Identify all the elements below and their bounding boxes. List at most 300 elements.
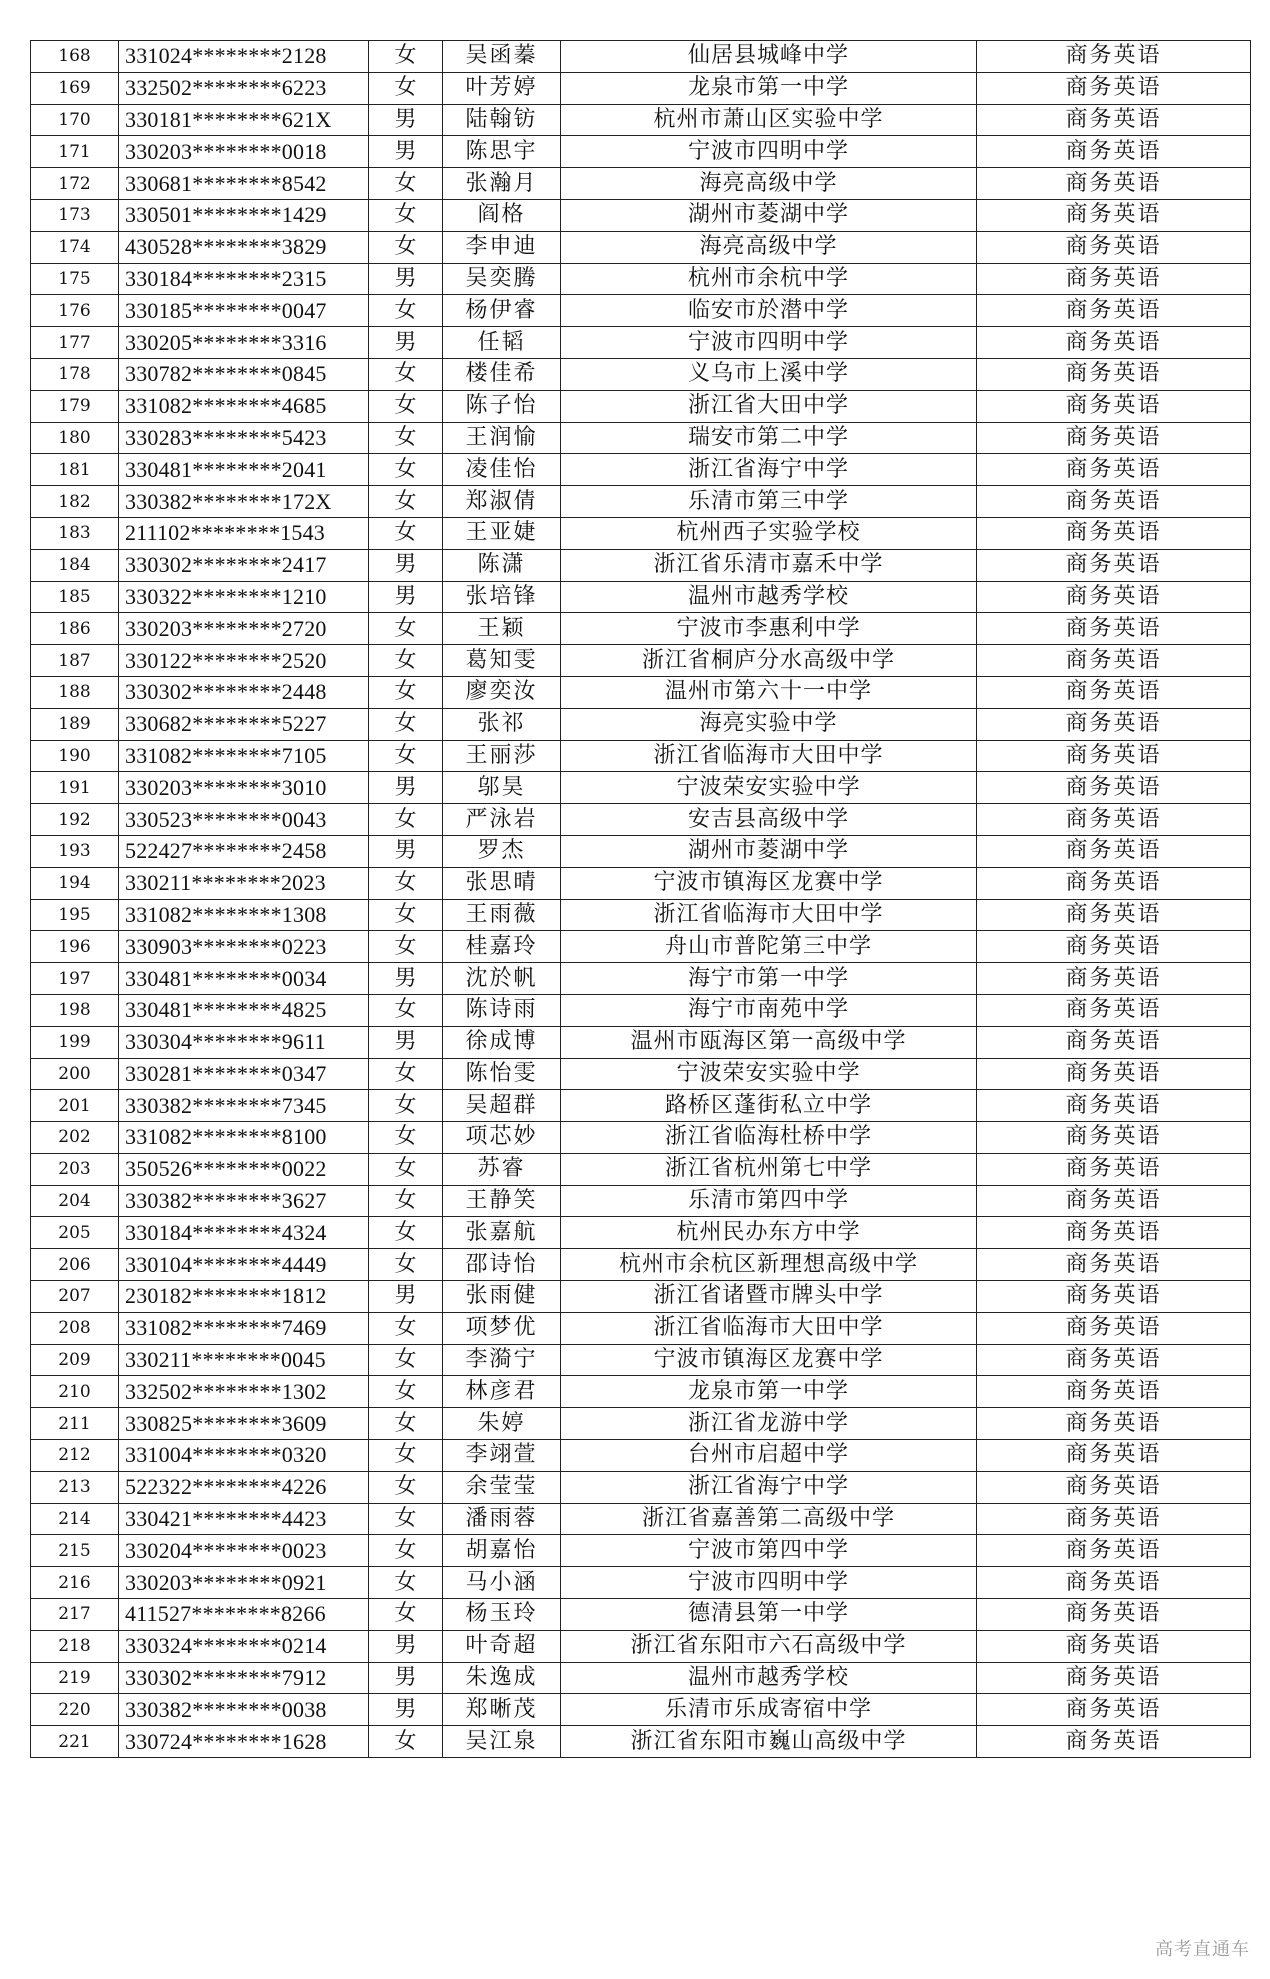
gender-cell: 女 — [369, 931, 443, 963]
id-number-cell: 330302********7912 — [119, 1662, 369, 1694]
school-name-cell: 宁波市四明中学 — [561, 1567, 977, 1599]
school-name-cell: 宁波市四明中学 — [561, 136, 977, 168]
row-number-cell: 212 — [31, 1440, 119, 1472]
student-name-cell: 朱婷 — [443, 1408, 561, 1440]
id-number-cell: 411527********8266 — [119, 1599, 369, 1631]
student-name-cell: 苏睿 — [443, 1153, 561, 1185]
school-name-cell: 宁波市镇海区龙赛中学 — [561, 1344, 977, 1376]
gender-cell: 女 — [369, 1122, 443, 1154]
row-number-cell: 203 — [31, 1153, 119, 1185]
row-number-cell: 181 — [31, 454, 119, 486]
student-name-cell: 余莹莹 — [443, 1471, 561, 1503]
table-row — [31, 804, 1251, 836]
gender-cell: 男 — [369, 835, 443, 867]
student-name-cell: 沈於帆 — [443, 963, 561, 995]
table-row — [31, 676, 1251, 708]
student-name-cell: 罗杰 — [443, 835, 561, 867]
id-number-cell: 330481********0034 — [119, 963, 369, 995]
gender-cell: 女 — [369, 1535, 443, 1567]
gender-cell: 女 — [369, 517, 443, 549]
id-number-cell: 330122********2520 — [119, 645, 369, 677]
gender-cell: 男 — [369, 1026, 443, 1058]
student-name-cell: 陈怡雯 — [443, 1058, 561, 1090]
major-name-cell: 商务英语 — [977, 327, 1251, 359]
major-name-cell: 商务英语 — [977, 390, 1251, 422]
id-number-cell: 331082********7469 — [119, 1312, 369, 1344]
id-number-cell: 330421********4423 — [119, 1503, 369, 1535]
student-name-cell: 张瀚月 — [443, 168, 561, 200]
id-number-cell: 330211********0045 — [119, 1344, 369, 1376]
student-name-cell: 张雨健 — [443, 1281, 561, 1313]
row-number-cell: 216 — [31, 1567, 119, 1599]
gender-cell: 女 — [369, 199, 443, 231]
table-row — [31, 263, 1251, 295]
row-number-cell: 183 — [31, 517, 119, 549]
id-number-cell: 330203********3010 — [119, 772, 369, 804]
table-row — [31, 835, 1251, 867]
student-name-cell: 吴超群 — [443, 1090, 561, 1122]
gender-cell: 女 — [369, 422, 443, 454]
gender-cell: 女 — [369, 676, 443, 708]
table-row — [31, 454, 1251, 486]
school-name-cell: 温州市越秀学校 — [561, 581, 977, 613]
student-name-cell: 张思晴 — [443, 867, 561, 899]
id-number-cell: 330481********2041 — [119, 454, 369, 486]
row-number-cell: 218 — [31, 1630, 119, 1662]
gender-cell: 男 — [369, 327, 443, 359]
student-name-cell: 王雨薇 — [443, 899, 561, 931]
student-name-cell: 朱逸成 — [443, 1662, 561, 1694]
gender-cell: 女 — [369, 1599, 443, 1631]
row-number-cell: 201 — [31, 1090, 119, 1122]
gender-cell: 女 — [369, 1217, 443, 1249]
row-number-cell: 177 — [31, 327, 119, 359]
gender-cell: 男 — [369, 1694, 443, 1726]
major-name-cell: 商务英语 — [977, 358, 1251, 390]
id-number-cell: 330324********0214 — [119, 1630, 369, 1662]
school-name-cell: 温州市第六十一中学 — [561, 676, 977, 708]
table-row — [31, 1599, 1251, 1631]
school-name-cell: 瑞安市第二中学 — [561, 422, 977, 454]
school-name-cell: 杭州市余杭中学 — [561, 263, 977, 295]
row-number-cell: 204 — [31, 1185, 119, 1217]
row-number-cell: 198 — [31, 994, 119, 1026]
major-name-cell: 商务英语 — [977, 1312, 1251, 1344]
gender-cell: 男 — [369, 581, 443, 613]
table-row — [31, 867, 1251, 899]
major-name-cell: 商务英语 — [977, 1503, 1251, 1535]
id-number-cell: 330682********5227 — [119, 708, 369, 740]
row-number-cell: 217 — [31, 1599, 119, 1631]
school-name-cell: 杭州市萧山区实验中学 — [561, 104, 977, 136]
admission-list-table — [30, 40, 1251, 1758]
gender-cell: 男 — [369, 1281, 443, 1313]
table-row — [31, 1567, 1251, 1599]
id-number-cell: 330104********4449 — [119, 1249, 369, 1281]
school-name-cell: 浙江省嘉善第二高级中学 — [561, 1503, 977, 1535]
table-row — [31, 1344, 1251, 1376]
row-number-cell: 172 — [31, 168, 119, 200]
school-name-cell: 临安市於潜中学 — [561, 295, 977, 327]
student-name-cell: 邬昊 — [443, 772, 561, 804]
id-number-cell: 522427********2458 — [119, 835, 369, 867]
row-number-cell: 186 — [31, 613, 119, 645]
id-number-cell: 330205********3316 — [119, 327, 369, 359]
id-number-cell: 330302********2417 — [119, 549, 369, 581]
id-number-cell: 330302********2448 — [119, 676, 369, 708]
major-name-cell: 商务英语 — [977, 422, 1251, 454]
school-name-cell: 浙江省桐庐分水高级中学 — [561, 645, 977, 677]
gender-cell: 女 — [369, 168, 443, 200]
student-name-cell: 陈子怡 — [443, 390, 561, 422]
student-name-cell: 吴江泉 — [443, 1726, 561, 1758]
major-name-cell: 商务英语 — [977, 1440, 1251, 1472]
gender-cell: 男 — [369, 1662, 443, 1694]
major-name-cell: 商务英语 — [977, 454, 1251, 486]
school-name-cell: 温州市瓯海区第一高级中学 — [561, 1026, 977, 1058]
id-number-cell: 332502********6223 — [119, 72, 369, 104]
row-number-cell: 187 — [31, 645, 119, 677]
major-name-cell: 商务英语 — [977, 549, 1251, 581]
id-number-cell: 331082********7105 — [119, 740, 369, 772]
school-name-cell: 海宁市第一中学 — [561, 963, 977, 995]
table-row — [31, 517, 1251, 549]
school-name-cell: 浙江省临海市大田中学 — [561, 740, 977, 772]
row-number-cell: 214 — [31, 1503, 119, 1535]
table-row — [31, 1281, 1251, 1313]
school-name-cell: 浙江省诸暨市牌头中学 — [561, 1281, 977, 1313]
school-name-cell: 海亮实验中学 — [561, 708, 977, 740]
table-row — [31, 327, 1251, 359]
major-name-cell: 商务英语 — [977, 645, 1251, 677]
row-number-cell: 178 — [31, 358, 119, 390]
major-name-cell: 商务英语 — [977, 772, 1251, 804]
school-name-cell: 乐清市乐成寄宿中学 — [561, 1694, 977, 1726]
gender-cell: 女 — [369, 1185, 443, 1217]
major-name-cell: 商务英语 — [977, 708, 1251, 740]
table-row — [31, 1026, 1251, 1058]
school-name-cell: 温州市越秀学校 — [561, 1662, 977, 1694]
id-number-cell: 331082********8100 — [119, 1122, 369, 1154]
school-name-cell: 宁波市四明中学 — [561, 327, 977, 359]
student-name-cell: 阎格 — [443, 199, 561, 231]
school-name-cell: 浙江省大田中学 — [561, 390, 977, 422]
school-name-cell: 湖州市菱湖中学 — [561, 199, 977, 231]
student-name-cell: 凌佳怡 — [443, 454, 561, 486]
major-name-cell: 商务英语 — [977, 581, 1251, 613]
row-number-cell: 175 — [31, 263, 119, 295]
major-name-cell: 商务英语 — [977, 263, 1251, 295]
table-row — [31, 72, 1251, 104]
major-name-cell: 商务英语 — [977, 295, 1251, 327]
table-row — [31, 1630, 1251, 1662]
student-name-cell: 王润愉 — [443, 422, 561, 454]
row-number-cell: 210 — [31, 1376, 119, 1408]
id-number-cell: 330481********4825 — [119, 994, 369, 1026]
school-name-cell: 浙江省乐清市嘉禾中学 — [561, 549, 977, 581]
gender-cell: 女 — [369, 1471, 443, 1503]
id-number-cell: 330825********3609 — [119, 1408, 369, 1440]
major-name-cell: 商务英语 — [977, 1471, 1251, 1503]
student-name-cell: 张嘉航 — [443, 1217, 561, 1249]
major-name-cell: 商务英语 — [977, 1567, 1251, 1599]
gender-cell: 女 — [369, 1344, 443, 1376]
gender-cell: 女 — [369, 1090, 443, 1122]
student-name-cell: 吴函蓁 — [443, 41, 561, 73]
school-name-cell: 宁波市第四中学 — [561, 1535, 977, 1567]
row-number-cell: 176 — [31, 295, 119, 327]
id-number-cell: 330903********0223 — [119, 931, 369, 963]
row-number-cell: 192 — [31, 804, 119, 836]
id-number-cell: 330501********1429 — [119, 199, 369, 231]
gender-cell: 女 — [369, 1376, 443, 1408]
school-name-cell: 德清县第一中学 — [561, 1599, 977, 1631]
row-number-cell: 200 — [31, 1058, 119, 1090]
id-number-cell: 330184********2315 — [119, 263, 369, 295]
id-number-cell: 330523********0043 — [119, 804, 369, 836]
major-name-cell: 商务英语 — [977, 1153, 1251, 1185]
id-number-cell: 230182********1812 — [119, 1281, 369, 1313]
school-name-cell: 台州市启超中学 — [561, 1440, 977, 1472]
major-name-cell: 商务英语 — [977, 1376, 1251, 1408]
row-number-cell: 179 — [31, 390, 119, 422]
id-number-cell: 331082********4685 — [119, 390, 369, 422]
student-name-cell: 叶奇超 — [443, 1630, 561, 1662]
id-number-cell: 330203********0018 — [119, 136, 369, 168]
school-name-cell: 湖州市菱湖中学 — [561, 835, 977, 867]
row-number-cell: 197 — [31, 963, 119, 995]
table-row — [31, 1471, 1251, 1503]
table-row — [31, 422, 1251, 454]
major-name-cell: 商务英语 — [977, 1694, 1251, 1726]
student-name-cell: 项芯妙 — [443, 1122, 561, 1154]
major-name-cell: 商务英语 — [977, 994, 1251, 1026]
table-row — [31, 1376, 1251, 1408]
student-name-cell: 李申迪 — [443, 231, 561, 263]
table-row — [31, 708, 1251, 740]
student-name-cell: 桂嘉玲 — [443, 931, 561, 963]
row-number-cell: 219 — [31, 1662, 119, 1694]
row-number-cell: 189 — [31, 708, 119, 740]
school-name-cell: 浙江省东阳市六石高级中学 — [561, 1630, 977, 1662]
student-name-cell: 李翊萱 — [443, 1440, 561, 1472]
id-number-cell: 330203********0921 — [119, 1567, 369, 1599]
major-name-cell: 商务英语 — [977, 1217, 1251, 1249]
id-number-cell: 350526********0022 — [119, 1153, 369, 1185]
major-name-cell: 商务英语 — [977, 231, 1251, 263]
student-name-cell: 王静笑 — [443, 1185, 561, 1217]
school-name-cell: 舟山市普陀第三中学 — [561, 931, 977, 963]
table-row — [31, 549, 1251, 581]
id-number-cell: 330283********5423 — [119, 422, 369, 454]
major-name-cell: 商务英语 — [977, 199, 1251, 231]
table-row — [31, 645, 1251, 677]
student-name-cell: 陈思宇 — [443, 136, 561, 168]
id-number-cell: 330281********0347 — [119, 1058, 369, 1090]
gender-cell: 女 — [369, 613, 443, 645]
major-name-cell: 商务英语 — [977, 1408, 1251, 1440]
gender-cell: 女 — [369, 1440, 443, 1472]
student-name-cell: 杨伊睿 — [443, 295, 561, 327]
row-number-cell: 182 — [31, 486, 119, 518]
gender-cell: 女 — [369, 1726, 443, 1758]
gender-cell: 男 — [369, 1630, 443, 1662]
gender-cell: 男 — [369, 963, 443, 995]
gender-cell: 女 — [369, 708, 443, 740]
id-number-cell: 330322********1210 — [119, 581, 369, 613]
major-name-cell: 商务英语 — [977, 1599, 1251, 1631]
id-number-cell: 330181********621X — [119, 104, 369, 136]
school-name-cell: 宁波荣安实验中学 — [561, 1058, 977, 1090]
id-number-cell: 330382********172X — [119, 486, 369, 518]
gender-cell: 女 — [369, 1408, 443, 1440]
table-row — [31, 231, 1251, 263]
student-name-cell: 杨玉玲 — [443, 1599, 561, 1631]
student-name-cell: 王丽莎 — [443, 740, 561, 772]
school-name-cell: 乐清市第三中学 — [561, 486, 977, 518]
table-row — [31, 486, 1251, 518]
table-row — [31, 1249, 1251, 1281]
gender-cell: 女 — [369, 295, 443, 327]
gender-cell: 女 — [369, 1503, 443, 1535]
school-name-cell: 乐清市第四中学 — [561, 1185, 977, 1217]
id-number-cell: 211102********1543 — [119, 517, 369, 549]
gender-cell: 女 — [369, 41, 443, 73]
student-name-cell: 王颖 — [443, 613, 561, 645]
row-number-cell: 168 — [31, 41, 119, 73]
school-name-cell: 安吉县高级中学 — [561, 804, 977, 836]
id-number-cell: 331082********1308 — [119, 899, 369, 931]
gender-cell: 女 — [369, 1249, 443, 1281]
gender-cell: 男 — [369, 104, 443, 136]
school-name-cell: 龙泉市第一中学 — [561, 72, 977, 104]
school-name-cell: 宁波荣安实验中学 — [561, 772, 977, 804]
table-row — [31, 1662, 1251, 1694]
table-row — [31, 1503, 1251, 1535]
row-number-cell: 174 — [31, 231, 119, 263]
major-name-cell: 商务英语 — [977, 613, 1251, 645]
gender-cell: 女 — [369, 1153, 443, 1185]
student-name-cell: 胡嘉怡 — [443, 1535, 561, 1567]
school-name-cell: 浙江省海宁中学 — [561, 1471, 977, 1503]
id-number-cell: 330724********1628 — [119, 1726, 369, 1758]
gender-cell: 女 — [369, 72, 443, 104]
id-number-cell: 330382********0038 — [119, 1694, 369, 1726]
major-name-cell: 商务英语 — [977, 41, 1251, 73]
id-number-cell: 331024********2128 — [119, 41, 369, 73]
school-name-cell: 海亮高级中学 — [561, 231, 977, 263]
student-name-cell: 楼佳希 — [443, 358, 561, 390]
major-name-cell: 商务英语 — [977, 1281, 1251, 1313]
row-number-cell: 209 — [31, 1344, 119, 1376]
gender-cell: 女 — [369, 899, 443, 931]
student-name-cell: 叶芳婷 — [443, 72, 561, 104]
student-name-cell: 张祁 — [443, 708, 561, 740]
major-name-cell: 商务英语 — [977, 1090, 1251, 1122]
school-name-cell: 浙江省杭州第七中学 — [561, 1153, 977, 1185]
major-name-cell: 商务英语 — [977, 168, 1251, 200]
table-row — [31, 1122, 1251, 1154]
row-number-cell: 191 — [31, 772, 119, 804]
row-number-cell: 215 — [31, 1535, 119, 1567]
student-name-cell: 邵诗怡 — [443, 1249, 561, 1281]
school-name-cell: 浙江省海宁中学 — [561, 454, 977, 486]
row-number-cell: 188 — [31, 676, 119, 708]
school-name-cell: 宁波市镇海区龙赛中学 — [561, 867, 977, 899]
id-number-cell: 330204********0023 — [119, 1535, 369, 1567]
student-name-cell: 严泳岩 — [443, 804, 561, 836]
table-row — [31, 1726, 1251, 1758]
row-number-cell: 185 — [31, 581, 119, 613]
major-name-cell: 商务英语 — [977, 740, 1251, 772]
id-number-cell: 330382********7345 — [119, 1090, 369, 1122]
id-number-cell: 430528********3829 — [119, 231, 369, 263]
id-number-cell: 330184********4324 — [119, 1217, 369, 1249]
table-row — [31, 295, 1251, 327]
table-row — [31, 740, 1251, 772]
row-number-cell: 184 — [31, 549, 119, 581]
id-number-cell: 330211********2023 — [119, 867, 369, 899]
major-name-cell: 商务英语 — [977, 1058, 1251, 1090]
major-name-cell: 商务英语 — [977, 1535, 1251, 1567]
student-name-cell: 张培锋 — [443, 581, 561, 613]
major-name-cell: 商务英语 — [977, 104, 1251, 136]
gender-cell: 女 — [369, 358, 443, 390]
student-name-cell: 王亚婕 — [443, 517, 561, 549]
gender-cell: 女 — [369, 231, 443, 263]
school-name-cell: 浙江省东阳市巍山高级中学 — [561, 1726, 977, 1758]
row-number-cell: 213 — [31, 1471, 119, 1503]
school-name-cell: 杭州民办东方中学 — [561, 1217, 977, 1249]
school-name-cell: 浙江省临海市大田中学 — [561, 899, 977, 931]
table-row — [31, 1312, 1251, 1344]
table-row — [31, 41, 1251, 73]
row-number-cell: 207 — [31, 1281, 119, 1313]
table-row — [31, 199, 1251, 231]
major-name-cell: 商务英语 — [977, 486, 1251, 518]
row-number-cell: 173 — [31, 199, 119, 231]
school-name-cell: 浙江省临海市大田中学 — [561, 1312, 977, 1344]
student-name-cell: 徐成博 — [443, 1026, 561, 1058]
table-row — [31, 899, 1251, 931]
major-name-cell: 商务英语 — [977, 1026, 1251, 1058]
school-name-cell: 义乌市上溪中学 — [561, 358, 977, 390]
major-name-cell: 商务英语 — [977, 1630, 1251, 1662]
row-number-cell: 211 — [31, 1408, 119, 1440]
gender-cell: 女 — [369, 740, 443, 772]
id-number-cell: 522322********4226 — [119, 1471, 369, 1503]
major-name-cell: 商务英语 — [977, 136, 1251, 168]
row-number-cell: 169 — [31, 72, 119, 104]
table-row — [31, 1153, 1251, 1185]
student-name-cell: 项梦优 — [443, 1312, 561, 1344]
student-name-cell: 陈诗雨 — [443, 994, 561, 1026]
id-number-cell: 330185********0047 — [119, 295, 369, 327]
school-name-cell: 杭州西子实验学校 — [561, 517, 977, 549]
gender-cell: 男 — [369, 772, 443, 804]
row-number-cell: 195 — [31, 899, 119, 931]
table-row — [31, 1058, 1251, 1090]
school-name-cell: 海宁市南苑中学 — [561, 994, 977, 1026]
table-row — [31, 1090, 1251, 1122]
major-name-cell: 商务英语 — [977, 867, 1251, 899]
table-row — [31, 994, 1251, 1026]
table-row — [31, 1440, 1251, 1472]
row-number-cell: 194 — [31, 867, 119, 899]
major-name-cell: 商务英语 — [977, 1122, 1251, 1154]
gender-cell: 女 — [369, 486, 443, 518]
major-name-cell: 商务英语 — [977, 963, 1251, 995]
